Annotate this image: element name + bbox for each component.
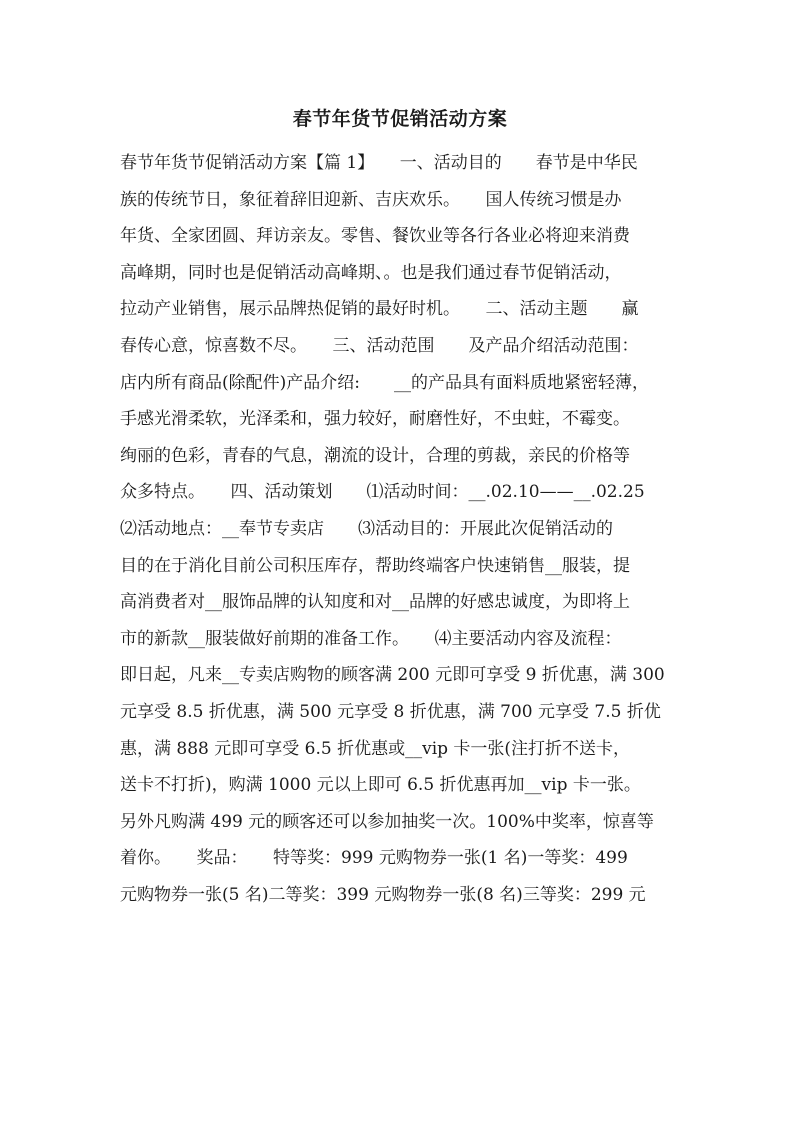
- body-line-5: 拉动产业销售，展示品牌热促销的最好时机。 二、活动主题 赢: [120, 299, 639, 320]
- body-line-17: 惠，满 888 元即可享受 6.5 折优惠或__vip 卡一张(注打折不送卡，: [120, 738, 631, 759]
- body-line-12: 目的在于消化目前公司积压库存，帮助终端客户快速销售__服装，提: [120, 555, 630, 576]
- body-line-13: 高消费者对__服饰品牌的认知度和对__品牌的好感忠诚度，为即将上: [120, 592, 630, 613]
- body-line-20: 着你。 奖品： 特等奖：999 元购物券一张(1 名)一等奖：499: [120, 848, 628, 869]
- body-line-19: 另外凡购满 499 元的顾客还可以参加抽奖一次。100%中奖率，惊喜等: [120, 811, 654, 832]
- document-title: 春节年货节促销活动方案: [292, 108, 508, 130]
- body-line-10: 众多特点。 四、活动策划 ⑴活动时间：__.02.10——__.02.25: [120, 482, 645, 503]
- body-line-9: 绚丽的色彩，青春的气息，潮流的设计，合理的剪裁，亲民的价格等: [120, 445, 630, 466]
- document-body: [120, 145, 685, 913]
- body-line-4: 高峰期，同时也是促销活动高峰期、。也是我们通过春节促销活动，: [120, 262, 622, 283]
- body-line-8: 手感光滑柔软，光泽柔和，强力较好，耐磨性好，不虫蛀，不霉变。: [120, 409, 630, 430]
- body-line-18: 送卡不打折)，购满 1000 元以上即可 6.5 折优惠再加__vip 卡一张。: [120, 775, 641, 796]
- body-line-16: 元享受 8.5 折优惠，满 500 元享受 8 折优惠，满 700 元享受 7.5 折优: [120, 701, 661, 722]
- body-line-14: 市的新款__服装做好前期的准备工作。 ⑷主要活动内容及流程：: [120, 628, 622, 649]
- body-line-3: 年货、全家团圆、拜访亲友。零售、餐饮业等各行各业必将迎来消费: [120, 226, 630, 247]
- body-line-6: 春传心意，惊喜数不尽。 三、活动范围 及产品介绍活动范围：: [120, 335, 639, 356]
- body-line-1: 春节年货节促销活动方案【篇 1】 一、活动目的 春节是中华民: [120, 153, 638, 173]
- body-line-2: 族的传统节日，象征着辞旧迎新、吉庆欢乐。 国人传统习惯是办: [120, 189, 622, 210]
- body-line-7: 店内所有商品(除配件)产品介绍: __的产品具有面料质地紧密轻薄，: [120, 372, 649, 393]
- body-line-15: 即日起，凡来__专卖店购物的顾客满 200 元即可享受 9 折优惠，满 300: [120, 665, 665, 686]
- body-line-11: ⑵活动地点：__奉节专卖店 ⑶活动目的：开展此次促销活动的: [120, 518, 613, 539]
- body-line-21: 元购物券一张(5 名)二等奖：399 元购物券一张(8 名)三等奖：299 元: [120, 884, 646, 905]
